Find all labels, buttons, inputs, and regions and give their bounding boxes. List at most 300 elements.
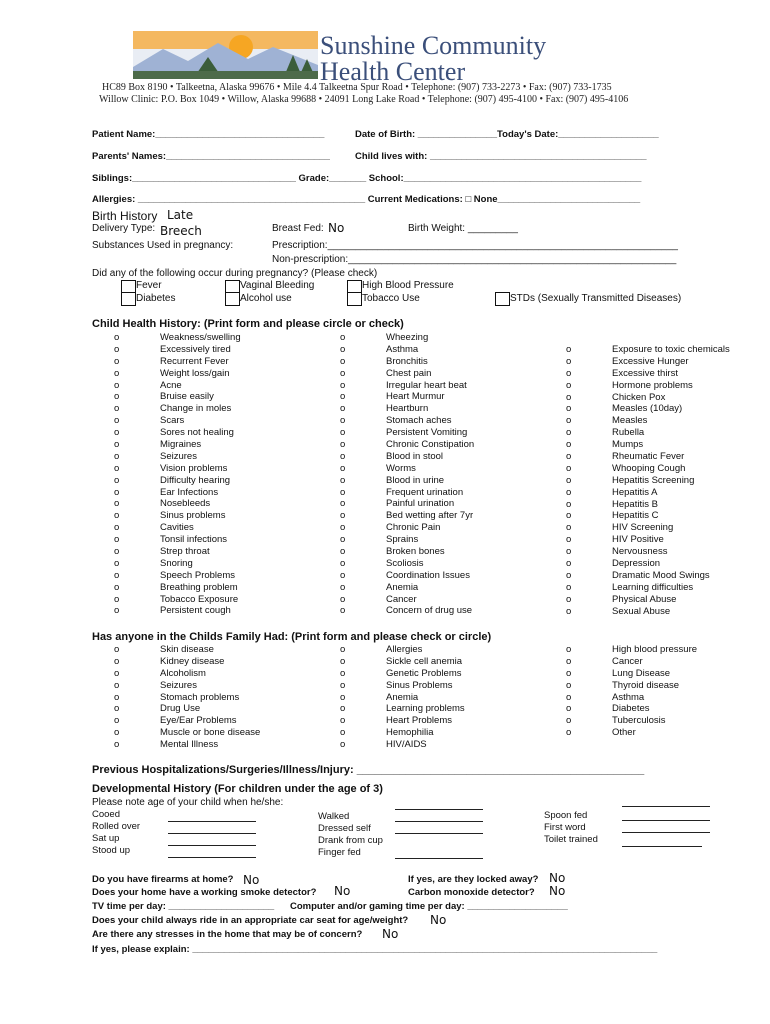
- checklist-item[interactable]: [114, 487, 241, 499]
- checklist-item-label: Bed wetting after 7yr: [386, 510, 474, 522]
- checklist-item[interactable]: [566, 522, 730, 534]
- circle-bullet-icon[interactable]: o: [566, 679, 572, 691]
- vaginal-bleeding-label: Vaginal Bleeding: [240, 280, 315, 291]
- checklist-item[interactable]: [114, 510, 241, 522]
- circle-bullet-icon[interactable]: o: [340, 703, 346, 715]
- stds-label: STDs (Sexually Transmitted Diseases): [510, 293, 682, 304]
- checklist-item[interactable]: [566, 558, 730, 570]
- checklist-item-label: Stomach aches: [386, 415, 452, 427]
- checklist-item[interactable]: [340, 415, 474, 427]
- checklist-item[interactable]: [114, 692, 260, 704]
- checklist-item[interactable]: [114, 644, 260, 656]
- circle-bullet-icon[interactable]: o: [114, 557, 120, 569]
- checklist-item-label: Physical Abuse: [612, 593, 677, 605]
- checklist-item-label: Persistent Vomiting: [386, 427, 468, 439]
- checklist-item[interactable]: [114, 380, 241, 392]
- checklist-item[interactable]: [340, 403, 474, 415]
- first-word-age-line[interactable]: [622, 820, 710, 821]
- checklist-item[interactable]: [340, 668, 465, 680]
- checklist-item-label: Seizures: [160, 450, 197, 462]
- circle-bullet-icon[interactable]: o: [340, 605, 346, 617]
- circle-bullet-icon[interactable]: o: [340, 450, 346, 462]
- circle-bullet-icon[interactable]: o: [114, 581, 120, 593]
- checklist-item[interactable]: [92, 845, 140, 857]
- checklist-item-label: Sprains: [386, 534, 419, 546]
- circle-bullet-icon[interactable]: o: [114, 439, 120, 451]
- checklist-item[interactable]: [318, 811, 383, 823]
- checklist-item[interactable]: [340, 475, 474, 487]
- firearms-answer[interactable]: No: [243, 873, 260, 887]
- checklist-item[interactable]: [566, 499, 730, 511]
- checklist-item[interactable]: [566, 439, 730, 451]
- checklist-item[interactable]: [340, 487, 474, 499]
- sat-up-age-line[interactable]: [168, 845, 256, 846]
- circle-bullet-icon[interactable]: o: [114, 498, 120, 510]
- circle-bullet-icon[interactable]: o: [114, 715, 120, 727]
- checklist-item[interactable]: [566, 715, 697, 727]
- siblings-grade-school-field[interactable]: Siblings:_______________________________ Grade:_______ School:_____________________________________________: [92, 173, 642, 184]
- circle-bullet-icon[interactable]: o: [340, 546, 346, 558]
- birth-weight-field[interactable]: Birth Weight: _________: [408, 223, 518, 234]
- previous-hospitalizations-field[interactable]: Previous Hospitalizations/Surgeries/Illness/Injury: _______________________________________________: [92, 764, 645, 776]
- checklist-item[interactable]: [114, 332, 241, 344]
- checklist-item[interactable]: [544, 834, 598, 846]
- toilet-trained-age-line[interactable]: [622, 832, 710, 833]
- breast-fed-value[interactable]: No: [328, 221, 345, 235]
- checklist-item[interactable]: [340, 344, 474, 356]
- circle-bullet-icon[interactable]: o: [114, 593, 120, 605]
- circle-bullet-icon[interactable]: o: [566, 344, 572, 355]
- checklist-item[interactable]: [114, 439, 241, 451]
- child-history-column-1: [114, 332, 241, 617]
- circle-bullet-icon[interactable]: o: [566, 474, 572, 486]
- circle-bullet-icon[interactable]: o: [114, 534, 120, 546]
- checklist-item-label: HIV Positive: [612, 534, 664, 546]
- circle-bullet-icon[interactable]: o: [114, 367, 120, 379]
- circle-bullet-icon[interactable]: o: [566, 510, 572, 522]
- circle-bullet-icon[interactable]: o: [114, 522, 120, 534]
- checklist-item-label: Depression: [612, 558, 661, 570]
- circle-bullet-icon[interactable]: o: [566, 605, 572, 617]
- checklist-item[interactable]: [114, 463, 241, 475]
- checklist-item[interactable]: [566, 451, 730, 463]
- checklist-item[interactable]: [340, 368, 474, 380]
- checklist-item[interactable]: [318, 835, 383, 847]
- checklist-item[interactable]: [566, 392, 730, 404]
- circle-bullet-icon[interactable]: o: [566, 558, 572, 570]
- checklist-item[interactable]: [340, 463, 474, 475]
- stress-answer[interactable]: No: [382, 927, 399, 941]
- checklist-item[interactable]: [114, 546, 241, 558]
- checklist-item[interactable]: [566, 680, 697, 692]
- checklist-item[interactable]: [566, 727, 697, 739]
- circle-bullet-icon[interactable]: o: [114, 355, 120, 367]
- checklist-item[interactable]: [114, 727, 260, 739]
- circle-bullet-icon[interactable]: o: [340, 415, 346, 427]
- checklist-item[interactable]: [544, 822, 598, 834]
- checklist-item-label: Anemia: [386, 691, 419, 703]
- checklist-item-label: Heart Problems: [386, 715, 452, 727]
- checklist-item[interactable]: [318, 847, 383, 859]
- checklist-item[interactable]: [566, 368, 730, 380]
- circle-bullet-icon[interactable]: o: [114, 605, 120, 617]
- checklist-item-label: Tobacco Exposure: [160, 593, 239, 605]
- fever-label: Fever: [136, 280, 162, 291]
- circle-bullet-icon[interactable]: o: [566, 391, 572, 403]
- circle-bullet-icon[interactable]: o: [114, 462, 120, 474]
- checklist-item-label: Muscle or bone disease: [160, 727, 261, 739]
- circle-bullet-icon[interactable]: o: [566, 379, 572, 391]
- checklist-item-label: Change in moles: [160, 403, 232, 415]
- circle-bullet-icon[interactable]: o: [340, 655, 346, 667]
- circle-bullet-icon[interactable]: o: [340, 534, 346, 546]
- stood-up-age-line[interactable]: [168, 857, 256, 858]
- cooed-age-line[interactable]: [168, 821, 256, 822]
- circle-bullet-icon[interactable]: o: [114, 655, 120, 667]
- circle-bullet-icon[interactable]: o: [566, 451, 572, 463]
- circle-bullet-icon[interactable]: o: [340, 343, 346, 355]
- toilet-trained-extra-line[interactable]: [622, 846, 702, 847]
- circle-bullet-icon[interactable]: o: [340, 644, 346, 655]
- date-of-birth-field[interactable]: Date of Birth: _______________Today's Date:___________________: [355, 129, 659, 140]
- car-seat-answer[interactable]: No: [430, 913, 447, 927]
- circle-bullet-icon[interactable]: o: [566, 691, 572, 703]
- smoke-detector-answer[interactable]: No: [334, 884, 351, 898]
- circle-bullet-icon[interactable]: o: [340, 581, 346, 593]
- developmental-column-3: [544, 810, 598, 846]
- circle-bullet-icon[interactable]: o: [340, 403, 346, 415]
- checklist-item[interactable]: [566, 606, 730, 618]
- checklist-item-label: Sickle cell anemia: [386, 655, 463, 667]
- circle-bullet-icon[interactable]: o: [566, 644, 572, 655]
- checklist-item[interactable]: [340, 427, 474, 439]
- checklist-item-label: Skin disease: [160, 644, 214, 655]
- checklist-item[interactable]: [114, 656, 260, 668]
- checklist-item[interactable]: [566, 570, 730, 582]
- dressed-self-age-line[interactable]: [395, 821, 483, 822]
- checklist-item-label: Asthma: [386, 343, 419, 355]
- circle-bullet-icon[interactable]: o: [566, 581, 572, 593]
- tv-time-field[interactable]: TV time per day: ____________________: [92, 901, 275, 912]
- checklist-item-label: Bronchitis: [386, 355, 428, 367]
- checklist-item-label: Measles: [612, 415, 648, 427]
- locked-away-answer[interactable]: No: [549, 871, 566, 885]
- checklist-item[interactable]: [566, 534, 730, 546]
- circle-bullet-icon[interactable]: o: [114, 644, 120, 655]
- firearms-label: Do you have firearms at home?: [92, 874, 234, 885]
- checklist-item[interactable]: [114, 582, 241, 594]
- checklist-item[interactable]: [566, 594, 730, 606]
- family-history-title: Has anyone in the Childs Family Had: (Print form and please check or circle): [92, 631, 492, 643]
- family-history-column-1: [114, 644, 260, 751]
- circle-bullet-icon[interactable]: o: [340, 569, 346, 581]
- checklist-item[interactable]: [114, 522, 241, 534]
- checklist-item[interactable]: [340, 380, 474, 392]
- allergies-medications-field[interactable]: Allergies: ___________________________________________ Current Medications: □ None___________________________: [92, 194, 641, 205]
- circle-bullet-icon[interactable]: o: [340, 510, 346, 522]
- checklist-item[interactable]: [114, 570, 241, 582]
- rolled-over-age-line[interactable]: [168, 833, 256, 834]
- checklist-item[interactable]: [114, 344, 241, 356]
- checklist-item[interactable]: [340, 522, 474, 534]
- developmental-column-2: [318, 811, 383, 859]
- computer-time-field[interactable]: Computer and/or gaming time per day: ___________________: [290, 901, 568, 912]
- checklist-item[interactable]: [566, 356, 730, 368]
- checklist-item-label: Drug Use: [160, 703, 201, 715]
- circle-bullet-icon[interactable]: o: [566, 703, 572, 715]
- circle-bullet-icon[interactable]: o: [566, 522, 572, 534]
- circle-bullet-icon[interactable]: o: [340, 739, 346, 751]
- circle-bullet-icon[interactable]: o: [114, 486, 120, 498]
- checklist-item-label: Broken bones: [386, 546, 445, 558]
- circle-bullet-icon[interactable]: o: [114, 679, 120, 691]
- carbon-monoxide-answer[interactable]: No: [549, 884, 566, 898]
- circle-bullet-icon[interactable]: o: [114, 667, 120, 679]
- checklist-item[interactable]: [566, 487, 730, 499]
- circle-bullet-icon[interactable]: o: [340, 715, 346, 727]
- checklist-item[interactable]: [340, 739, 465, 751]
- circle-bullet-icon[interactable]: o: [340, 462, 346, 474]
- checklist-item[interactable]: [340, 391, 474, 403]
- checklist-item[interactable]: [340, 498, 474, 510]
- checklist-item[interactable]: [114, 415, 241, 427]
- circle-bullet-icon[interactable]: o: [340, 332, 346, 343]
- breast-fed-label: Breast Fed:: [272, 223, 324, 234]
- checklist-item[interactable]: [114, 498, 241, 510]
- checklist-item[interactable]: [544, 810, 598, 822]
- circle-bullet-icon[interactable]: o: [566, 667, 572, 679]
- child-history-column-2: [340, 332, 474, 617]
- checklist-item[interactable]: [340, 356, 474, 368]
- circle-bullet-icon[interactable]: o: [340, 474, 346, 486]
- circle-bullet-icon[interactable]: o: [114, 343, 120, 355]
- circle-bullet-icon[interactable]: o: [114, 569, 120, 581]
- checklist-item-label: Scoliosis: [386, 557, 424, 569]
- circle-bullet-icon[interactable]: o: [340, 355, 346, 367]
- tobacco-use-checkbox[interactable]: [347, 292, 362, 306]
- checklist-item[interactable]: [566, 403, 730, 415]
- circle-bullet-icon[interactable]: o: [566, 593, 572, 605]
- circle-bullet-icon[interactable]: o: [114, 403, 120, 415]
- checklist-item[interactable]: [566, 656, 697, 668]
- checklist-item[interactable]: [340, 332, 474, 344]
- circle-bullet-icon[interactable]: o: [566, 715, 572, 727]
- checklist-item[interactable]: [114, 534, 241, 546]
- checklist-item[interactable]: [340, 656, 465, 668]
- finger-fed-age-line[interactable]: [395, 858, 483, 859]
- checklist-item[interactable]: [340, 680, 465, 692]
- checklist-item[interactable]: [340, 570, 474, 582]
- checklist-item[interactable]: [114, 605, 241, 617]
- checklist-item[interactable]: [566, 546, 730, 558]
- circle-bullet-icon[interactable]: o: [114, 427, 120, 439]
- tobacco-use-label: Tobacco Use: [362, 293, 420, 304]
- circle-bullet-icon[interactable]: o: [340, 379, 346, 391]
- circle-bullet-icon[interactable]: o: [114, 415, 120, 427]
- circle-bullet-icon[interactable]: o: [114, 727, 120, 739]
- checklist-item[interactable]: [566, 427, 730, 439]
- circle-bullet-icon[interactable]: o: [566, 415, 572, 427]
- header-address-line1: HC89 Box 8190 • Talkeetna, Alaska 99676 • Mile 4.4 Talkeetna Spur Road • Telephone: (907) 733-2273 • Fax: (907) 733-1735: [102, 82, 612, 93]
- checklist-item[interactable]: [114, 403, 241, 415]
- checklist-item[interactable]: [340, 534, 474, 546]
- checklist-item-label: Irregular heart beat: [386, 379, 467, 391]
- birth-history-title: Birth History: [92, 209, 158, 223]
- circle-bullet-icon[interactable]: o: [566, 534, 572, 546]
- circle-bullet-icon[interactable]: o: [566, 462, 572, 474]
- checklist-item-label: Tuberculosis: [612, 715, 666, 727]
- checklist-item[interactable]: [340, 546, 474, 558]
- circle-bullet-icon[interactable]: o: [566, 367, 572, 379]
- checklist-item-label: Wheezing: [386, 332, 429, 343]
- checklist-item[interactable]: [114, 427, 241, 439]
- circle-bullet-icon[interactable]: o: [114, 474, 120, 486]
- circle-bullet-icon[interactable]: o: [340, 679, 346, 691]
- checklist-item[interactable]: [566, 415, 730, 427]
- checklist-item[interactable]: [340, 715, 465, 727]
- checklist-item[interactable]: [114, 715, 260, 727]
- checklist-item[interactable]: [340, 510, 474, 522]
- checklist-item-label: Chronic Constipation: [386, 439, 475, 451]
- alcohol-use-checkbox[interactable]: [225, 292, 240, 306]
- checklist-item[interactable]: [114, 703, 260, 715]
- checklist-item-label: Heartburn: [386, 403, 429, 415]
- checklist-item-label: Allergies: [386, 644, 423, 655]
- checklist-item[interactable]: [340, 451, 474, 463]
- circle-bullet-icon[interactable]: o: [566, 486, 572, 498]
- checklist-item-label: Hepatitis C: [612, 510, 659, 522]
- delivery-type-value[interactable]: Breech: [160, 224, 202, 238]
- stds-checkbox[interactable]: [495, 292, 510, 306]
- patient-name-field[interactable]: Patient Name:________________________________: [92, 129, 325, 140]
- parents-names-field[interactable]: Parents' Names:_______________________________: [92, 151, 330, 162]
- checklist-item[interactable]: [114, 391, 241, 403]
- checklist-item[interactable]: [566, 344, 730, 356]
- circle-bullet-icon[interactable]: o: [566, 439, 572, 451]
- circle-bullet-icon[interactable]: o: [340, 557, 346, 569]
- checklist-item[interactable]: [340, 644, 465, 656]
- checklist-item[interactable]: [114, 668, 260, 680]
- checklist-item[interactable]: [114, 594, 241, 606]
- checklist-item[interactable]: [114, 451, 241, 463]
- checklist-item[interactable]: [340, 558, 474, 570]
- checklist-item-label: Ear Infections: [160, 486, 219, 498]
- circle-bullet-icon[interactable]: o: [566, 498, 572, 510]
- checklist-item[interactable]: [566, 463, 730, 475]
- circle-bullet-icon[interactable]: o: [566, 655, 572, 667]
- checklist-item-label: Sat up: [92, 832, 120, 844]
- checklist-item-label: Seizures: [160, 679, 197, 691]
- checklist-item-label: Excessively tired: [160, 343, 231, 355]
- checklist-item[interactable]: [566, 510, 730, 522]
- circle-bullet-icon[interactable]: o: [114, 691, 120, 703]
- checklist-item[interactable]: [566, 644, 697, 656]
- circle-bullet-icon[interactable]: o: [340, 391, 346, 403]
- checklist-item[interactable]: [114, 368, 241, 380]
- circle-bullet-icon[interactable]: o: [114, 391, 120, 403]
- checklist-item-label: Chronic Pain: [386, 522, 441, 534]
- circle-bullet-icon[interactable]: o: [114, 332, 120, 343]
- child-lives-with-field[interactable]: Child lives with: _________________________________________: [355, 151, 647, 162]
- checklist-item[interactable]: [340, 439, 474, 451]
- logo-landscape-graphic: [133, 31, 318, 79]
- circle-bullet-icon[interactable]: o: [566, 355, 572, 367]
- checklist-item[interactable]: [340, 692, 465, 704]
- checklist-item-label: Finger fed: [318, 846, 361, 858]
- checklist-item[interactable]: [566, 703, 697, 715]
- checklist-item[interactable]: [340, 594, 474, 606]
- checklist-item[interactable]: [566, 582, 730, 594]
- checklist-item[interactable]: [340, 727, 465, 739]
- checklist-item[interactable]: [566, 692, 697, 704]
- checklist-item[interactable]: [92, 833, 140, 845]
- non-prescription-field[interactable]: Non-prescription:___________________________________________________________: [272, 254, 677, 265]
- circle-bullet-icon[interactable]: o: [566, 403, 572, 415]
- circle-bullet-icon[interactable]: o: [566, 569, 572, 581]
- checklist-item-label: Sinus Problems: [386, 679, 453, 691]
- child-history-column-3: [566, 344, 730, 617]
- checklist-item[interactable]: [114, 356, 241, 368]
- family-history-column-2: [340, 644, 465, 751]
- checklist-item[interactable]: [114, 475, 241, 487]
- checklist-item-label: Mental Illness: [160, 739, 219, 751]
- circle-bullet-icon[interactable]: o: [114, 703, 120, 715]
- checklist-item[interactable]: [318, 823, 383, 835]
- checklist-item[interactable]: [114, 739, 260, 751]
- checklist-item[interactable]: [566, 380, 730, 392]
- circle-bullet-icon[interactable]: o: [340, 727, 346, 739]
- checklist-item-label: Heart Murmur: [386, 391, 445, 403]
- circle-bullet-icon[interactable]: o: [114, 546, 120, 558]
- checklist-item[interactable]: [566, 668, 697, 680]
- circle-bullet-icon[interactable]: o: [340, 593, 346, 605]
- circle-bullet-icon[interactable]: o: [340, 522, 346, 534]
- circle-bullet-icon[interactable]: o: [566, 727, 572, 739]
- circle-bullet-icon[interactable]: o: [114, 450, 120, 462]
- circle-bullet-icon[interactable]: o: [340, 439, 346, 451]
- spoon-fed-age-line[interactable]: [622, 806, 710, 807]
- checklist-item[interactable]: [114, 558, 241, 570]
- drank-from-cup-age-line[interactable]: [395, 833, 483, 834]
- logo-title-line2: Health Center: [320, 57, 466, 86]
- circle-bullet-icon[interactable]: o: [114, 510, 120, 522]
- checklist-item[interactable]: [340, 605, 474, 617]
- checklist-item[interactable]: [92, 821, 140, 833]
- checklist-item[interactable]: [92, 809, 140, 821]
- checklist-item[interactable]: [114, 680, 260, 692]
- checklist-item[interactable]: [340, 703, 465, 715]
- stress-explain-field[interactable]: If yes, please explain: ________________________________________________________________________________________: [92, 944, 658, 955]
- circle-bullet-icon[interactable]: o: [340, 691, 346, 703]
- circle-bullet-icon[interactable]: o: [340, 427, 346, 439]
- walked-age-line[interactable]: [395, 809, 483, 810]
- checklist-item-label: Sexual Abuse: [612, 605, 671, 617]
- checklist-item[interactable]: [340, 582, 474, 594]
- circle-bullet-icon[interactable]: o: [566, 546, 572, 558]
- prescription-field[interactable]: Prescription:_______________________________________________________________: [272, 240, 678, 251]
- circle-bullet-icon[interactable]: o: [566, 427, 572, 439]
- circle-bullet-icon[interactable]: o: [340, 498, 346, 510]
- car-seat-label: Does your child always ride in an appropriate car seat for age/weight?: [92, 915, 409, 926]
- circle-bullet-icon[interactable]: o: [340, 667, 346, 679]
- circle-bullet-icon[interactable]: o: [340, 486, 346, 498]
- diabetes-checkbox[interactable]: [121, 292, 136, 306]
- circle-bullet-icon[interactable]: o: [114, 379, 120, 391]
- circle-bullet-icon[interactable]: o: [340, 367, 346, 379]
- circle-bullet-icon[interactable]: o: [114, 739, 120, 751]
- checklist-item-label: Persistent cough: [160, 605, 231, 617]
- checklist-item[interactable]: [566, 475, 730, 487]
